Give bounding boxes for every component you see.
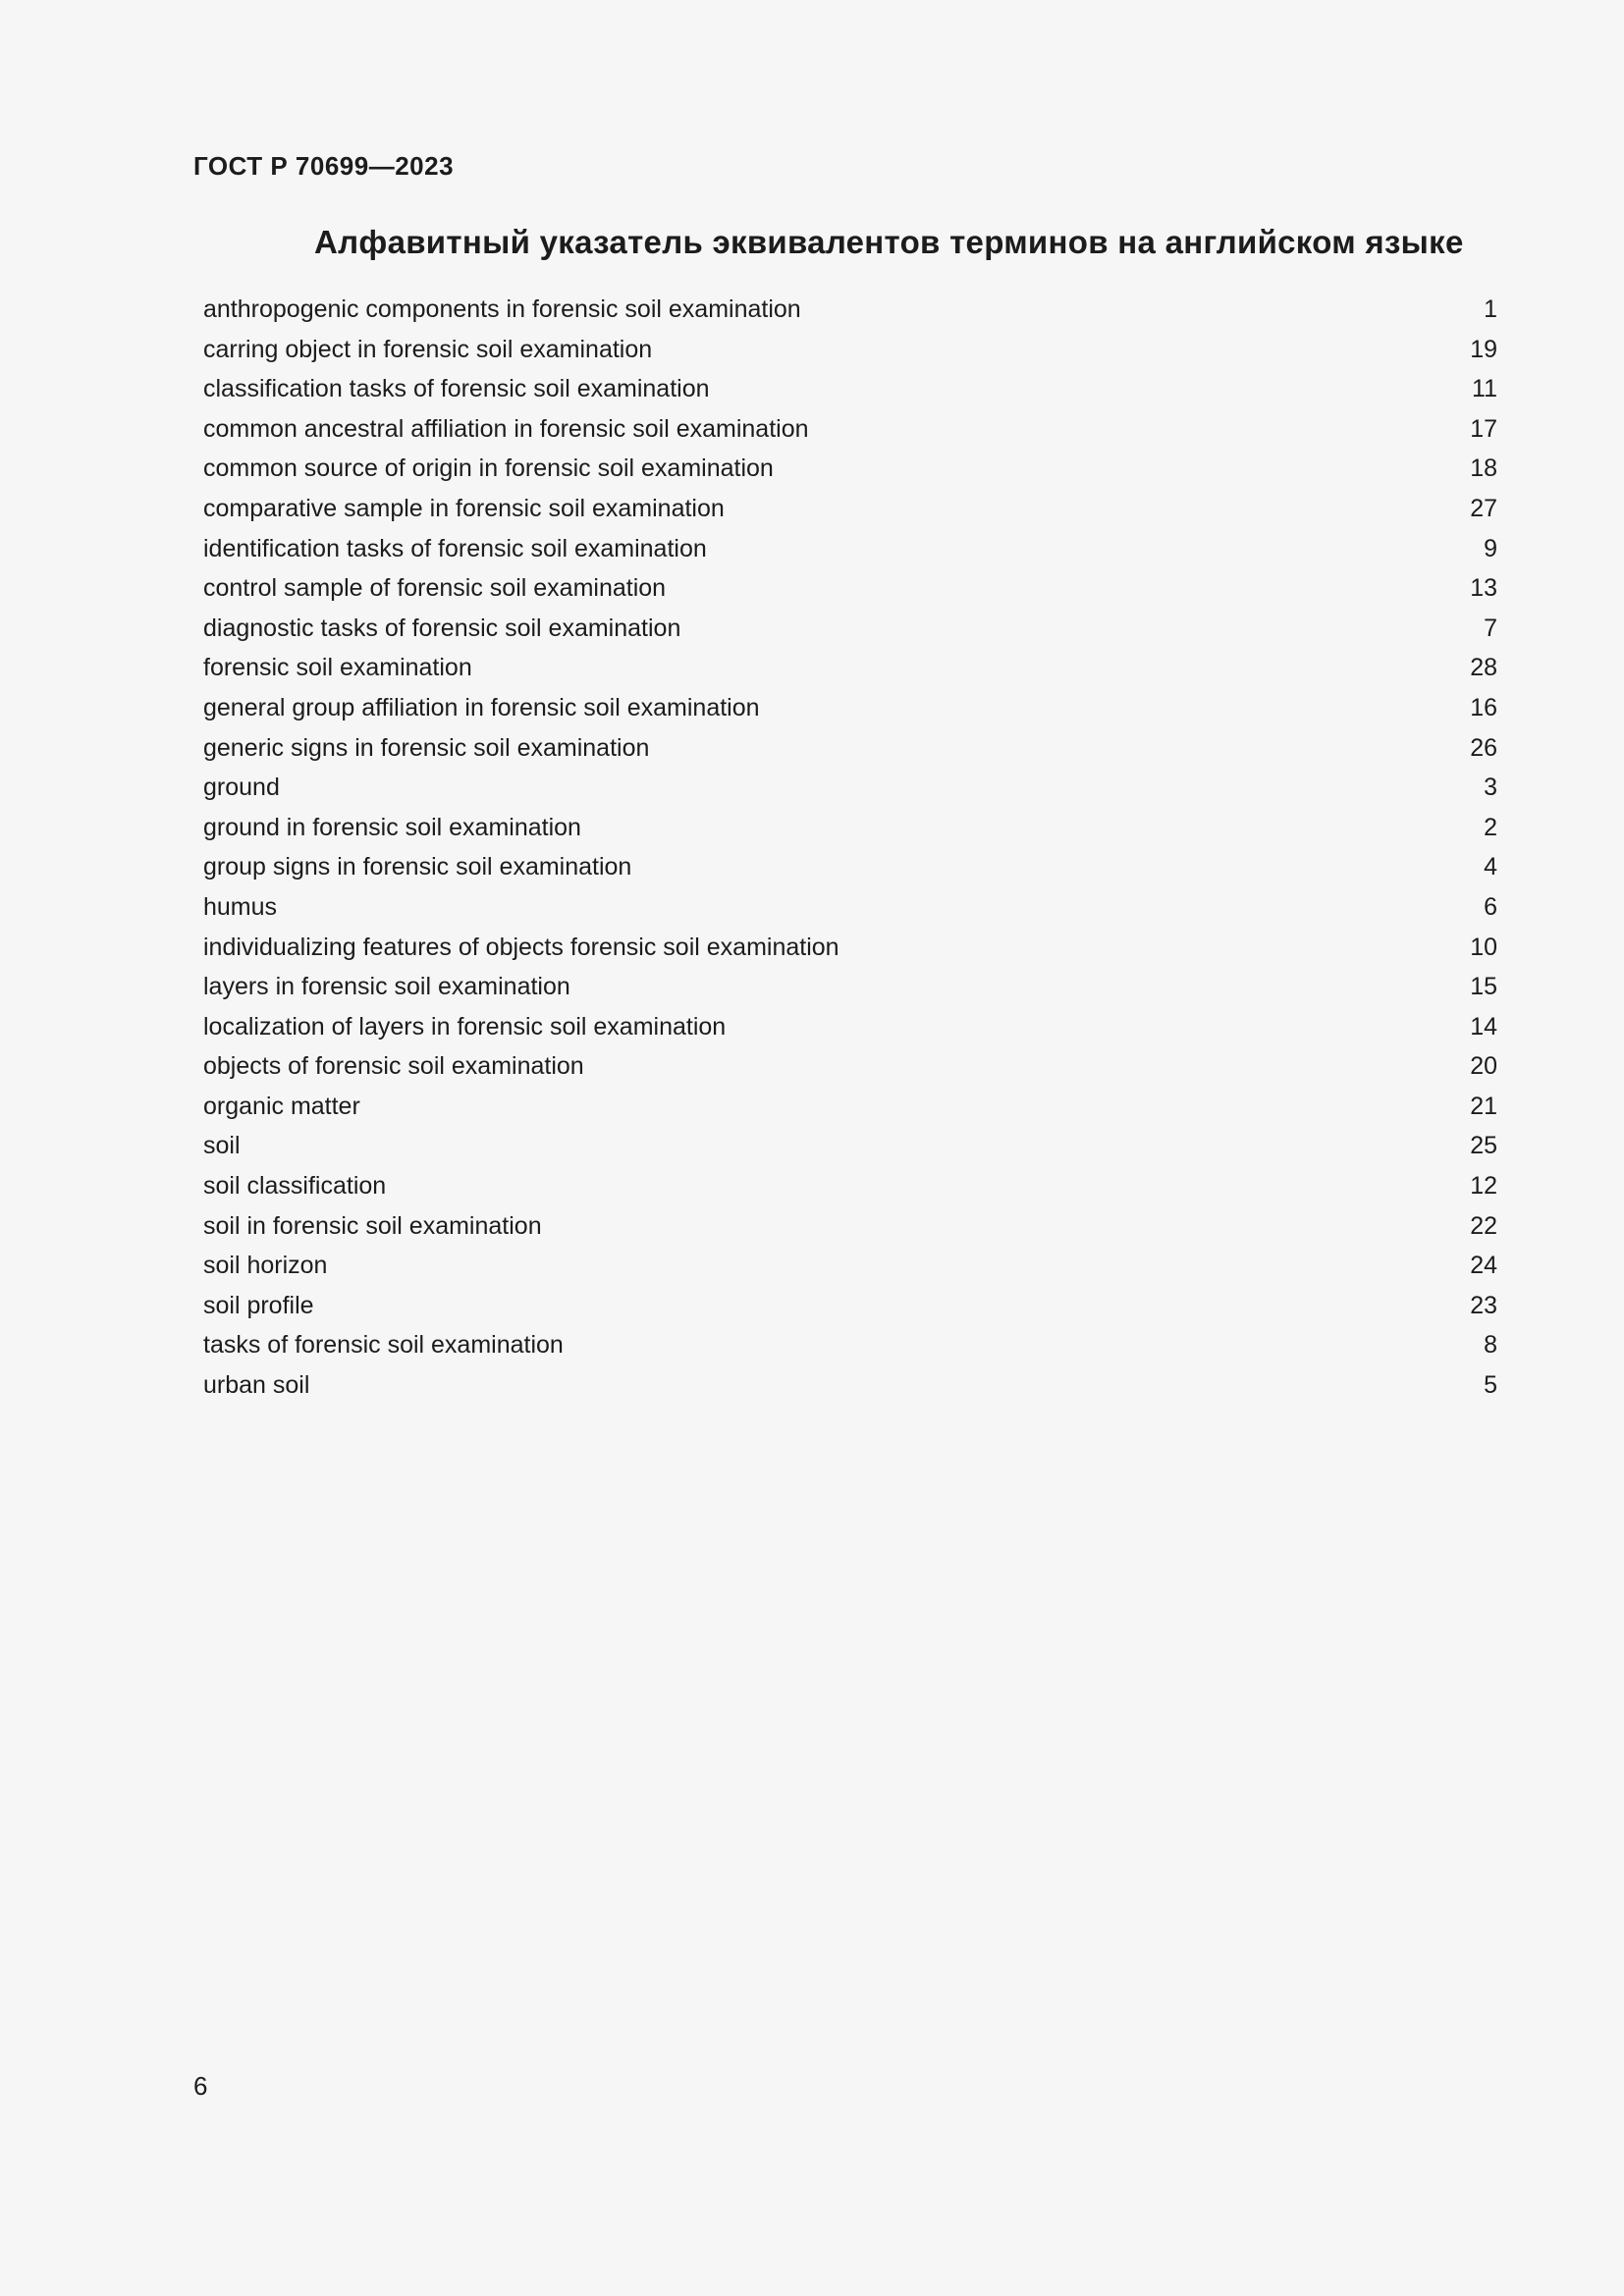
index-entry — [203, 570, 1497, 611]
index-term-number: 8 — [1484, 1331, 1497, 1360]
index-term-number: 9 — [1484, 534, 1497, 562]
index-term-number: 23 — [1470, 1291, 1497, 1319]
index-term: localization of layers in forensic soil examination — [203, 1012, 727, 1041]
index-term-number: 13 — [1470, 574, 1497, 603]
index-entry — [203, 1248, 1497, 1288]
index-entry — [203, 810, 1497, 850]
index-term: soil — [203, 1132, 241, 1160]
index-term: organic matter — [203, 1092, 360, 1120]
index-term: objects of forensic soil examination — [203, 1052, 584, 1081]
index-term-number: 15 — [1470, 973, 1497, 1001]
index-term: diagnostic tasks of forensic soil examination — [203, 614, 681, 642]
index-term-number: 3 — [1484, 774, 1497, 802]
index-term: anthropogenic components in forensic soil examination — [203, 295, 801, 323]
document-code: ГОСТ Р 70699—2023 — [193, 151, 455, 181]
index-term: group signs in forensic soil examination — [203, 853, 632, 881]
index-entry — [203, 730, 1497, 771]
index-entry — [203, 1089, 1497, 1129]
index-term-number: 4 — [1484, 853, 1497, 881]
index-entry — [203, 531, 1497, 571]
index-term-number: 21 — [1470, 1092, 1497, 1120]
index-entry — [203, 292, 1497, 332]
index-term: tasks of forensic soil examination — [203, 1331, 564, 1360]
index-term: generic signs in forensic soil examination — [203, 733, 650, 762]
index-entry — [203, 889, 1497, 930]
index-entry — [203, 930, 1497, 970]
index-term-number: 19 — [1470, 335, 1497, 363]
index-entry — [203, 690, 1497, 730]
index-term-number: 7 — [1484, 614, 1497, 642]
index-term-number: 18 — [1470, 454, 1497, 483]
index-term: individualizing features of objects forensic soil examination — [203, 933, 839, 961]
index-entry — [203, 1009, 1497, 1049]
index-entry — [203, 491, 1497, 531]
index-entry — [203, 1288, 1497, 1328]
index-title: Алфавитный указатель эквивалентов терминов на английском языке — [314, 224, 1464, 260]
index-term-number: 26 — [1470, 733, 1497, 762]
page-number: 6 — [193, 2071, 208, 2101]
index-term: urban soil — [203, 1371, 310, 1400]
index-term: control sample of forensic soil examination — [203, 574, 667, 603]
index-term: forensic soil examination — [203, 654, 472, 682]
index-entry — [203, 770, 1497, 810]
index-entry — [203, 611, 1497, 651]
index-term: carring object in forensic soil examination — [203, 335, 653, 363]
index-entry — [203, 969, 1497, 1009]
index-term-number: 28 — [1470, 654, 1497, 682]
index-term-number: 22 — [1470, 1211, 1497, 1240]
index-term-number: 25 — [1470, 1132, 1497, 1160]
index-term: soil profile — [203, 1291, 314, 1319]
index-term-number: 10 — [1470, 933, 1497, 961]
index-term-number: 12 — [1470, 1172, 1497, 1201]
index-entry — [203, 371, 1497, 411]
index-term-number: 16 — [1470, 693, 1497, 721]
index-entry — [203, 849, 1497, 889]
index-entry — [203, 1128, 1497, 1168]
index-term: soil classification — [203, 1172, 387, 1201]
index-entry — [203, 1208, 1497, 1249]
index-entry — [203, 411, 1497, 452]
index-term: ground — [203, 774, 280, 802]
index-term-number: 1 — [1484, 295, 1497, 323]
index-term: ground in forensic soil examination — [203, 813, 581, 841]
index-term-number: 6 — [1484, 892, 1497, 921]
index-term-number: 2 — [1484, 813, 1497, 841]
index-term: identification tasks of forensic soil examination — [203, 534, 707, 562]
index-term-number: 5 — [1484, 1371, 1497, 1400]
index-term-number: 27 — [1470, 494, 1497, 522]
index-entry — [203, 1367, 1497, 1408]
index-entry — [203, 1327, 1497, 1367]
index-entry — [203, 1168, 1497, 1208]
index-term-number: 14 — [1470, 1012, 1497, 1041]
index-term: common source of origin in forensic soil examination — [203, 454, 774, 483]
index-term: layers in forensic soil examination — [203, 973, 570, 1001]
index-term: comparative sample in forensic soil examination — [203, 494, 725, 522]
index-term: common ancestral affiliation in forensic soil examination — [203, 414, 809, 443]
index-entry — [203, 332, 1497, 372]
index-entry — [203, 451, 1497, 491]
index-term-number: 17 — [1470, 414, 1497, 443]
term-index-list — [203, 292, 1497, 1408]
index-term: soil horizon — [203, 1252, 328, 1280]
index-term-number: 20 — [1470, 1052, 1497, 1081]
index-term: classification tasks of forensic soil examination — [203, 375, 710, 403]
index-term: soil in forensic soil examination — [203, 1211, 542, 1240]
index-term: humus — [203, 892, 278, 921]
index-entry — [203, 1048, 1497, 1089]
index-term-number: 11 — [1472, 375, 1497, 403]
index-entry — [203, 650, 1497, 690]
index-term: general group affiliation in forensic soil examination — [203, 693, 760, 721]
index-term-number: 24 — [1470, 1252, 1497, 1280]
